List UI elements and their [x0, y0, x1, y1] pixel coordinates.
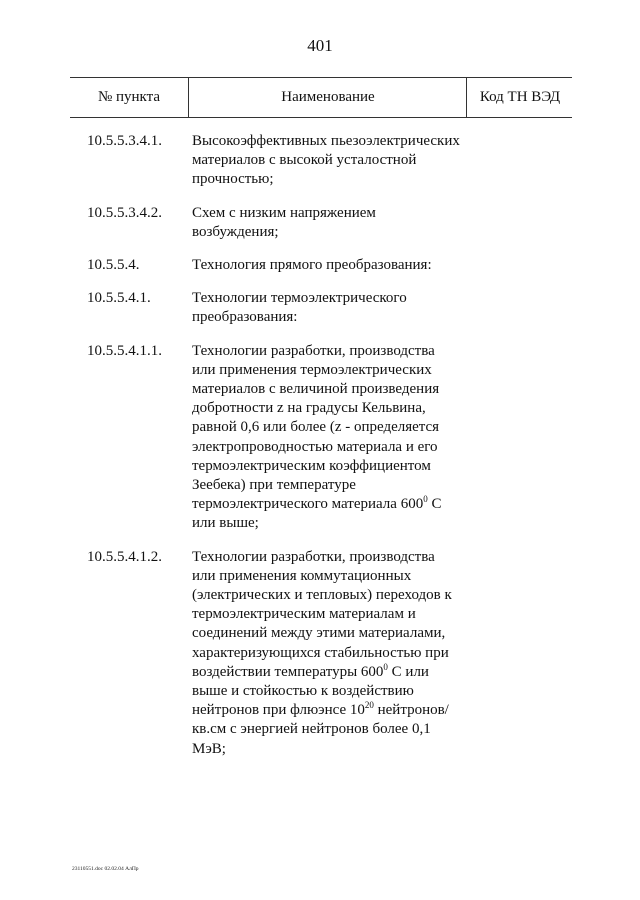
item-name [188, 342, 462, 534]
item-name: Технологии термоэлектрического преобразования: [192, 290, 407, 326]
table-body [70, 118, 572, 759]
table-row [70, 132, 572, 190]
item-number: 10.5.5.3.4.1. [87, 133, 162, 149]
table-row [70, 256, 572, 275]
item-name: Технология прямого преобразования: [192, 257, 432, 274]
item-name-text: Технологии разработки, производства или применения термоэлектрических материалов с величиной произведения добротности z на градусы Кельвина, равной 0,6 или более (z - определяется электропроводностью материала и его термоэлектрическим коэффициентом Зеебека) при температуре термоэлектрического материала 600 [192, 342, 440, 513]
table-row [70, 289, 572, 327]
item-name-text: Технологии разработки, производства или применения коммутационных (электрических и тепловых) переходов к термоэлектрическим материалам и соединений между этими материалами, характеризующихся стабильностью при воздействии температуры 600 [192, 548, 452, 680]
document-footer: 23110551.doc 02.02.04 АлПр [72, 866, 139, 872]
superscript-degree: 0 [383, 661, 388, 672]
item-number: 10.5.5.4. [87, 257, 140, 274]
header-number: № пункта [97, 89, 161, 105]
table-row [70, 204, 572, 242]
table-header [70, 77, 572, 118]
item-name: Схем с низким напряжением возбуждения; [192, 204, 376, 240]
item-number: 10.5.5.4.1.1. [87, 342, 162, 359]
item-name-text-end: С или выше; [192, 496, 442, 532]
superscript-degree: 0 [423, 494, 428, 505]
superscript-exponent: 20 [364, 700, 374, 711]
item-name-text-middle: С или выше и стойкостью к воздействию нейтронов при флюэнсе 10 [192, 663, 429, 719]
page-number: 401 [307, 36, 333, 55]
item-number: 10.5.5.4.1.2. [87, 548, 162, 565]
table-row [70, 342, 572, 534]
item-name-text-end: нейтронов/кв.см с энергией нейтронов более 0,1 МэВ; [192, 702, 449, 757]
header-code: Код ТН ВЭД [466, 78, 573, 117]
items-table [70, 77, 572, 773]
item-number: 10.5.5.4.1. [87, 290, 151, 307]
item-number: 10.5.5.3.4.2. [87, 204, 162, 221]
item-name: Высокоэффективных пьезоэлектрических материалов с высокой усталостной прочностью; [192, 133, 460, 188]
header-name: Наименование [188, 78, 467, 117]
table-row [70, 548, 572, 759]
item-name [188, 548, 462, 759]
